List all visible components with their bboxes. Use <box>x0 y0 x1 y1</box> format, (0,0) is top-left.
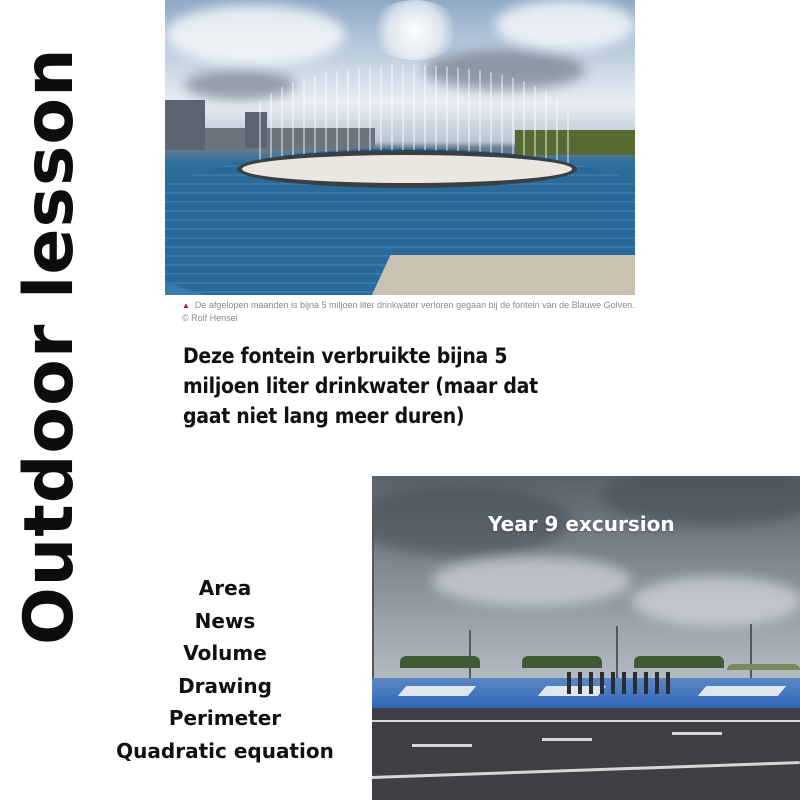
fountain-basin <box>237 150 577 188</box>
topic-item: News <box>194 608 256 633</box>
lane-marking <box>542 738 592 741</box>
topic-item: Volume <box>183 641 267 665</box>
side-title: Outdoor lesson <box>10 47 89 645</box>
lamp-post <box>616 626 618 678</box>
tree-line <box>634 656 724 668</box>
sun-glare <box>370 0 460 60</box>
plaza-stripe <box>698 686 786 696</box>
cloud <box>432 556 632 606</box>
caption-text: De afgelopen maanden is bijna 5 miljoen liter drinkwater verloren gegaan bij de fontein van de Blauwe Golven. © Rolf Hensel <box>182 300 635 323</box>
lamp-post <box>372 506 374 706</box>
cloud <box>632 576 800 626</box>
topic-item: Quadratic equation <box>116 738 334 763</box>
tree-line <box>400 656 480 668</box>
building <box>165 100 205 150</box>
tree-line <box>522 656 602 668</box>
lane-marking <box>372 720 800 722</box>
pavement <box>370 255 635 295</box>
fountain-photo <box>165 0 635 295</box>
excursion-label: Year 9 excursion <box>488 512 675 536</box>
cloud <box>165 5 345 65</box>
topic-item: Perimeter <box>168 706 282 730</box>
lane-marking <box>412 744 472 747</box>
excursion-photo <box>372 476 800 800</box>
topic-list <box>95 572 355 767</box>
topic-item: Area <box>198 576 252 600</box>
photo-caption <box>182 299 642 324</box>
article-headline: Deze fontein verbruikte bijna 5 miljoen liter drinkwater (maar dat gaat niet lang meer duren) <box>183 344 538 428</box>
plaza-stripe <box>398 686 476 696</box>
topic-item: Drawing <box>178 673 272 698</box>
lamp-post <box>469 630 471 678</box>
grass-strip <box>727 664 800 670</box>
caption-marker-icon: ▲ <box>182 301 190 310</box>
student-group <box>567 672 677 694</box>
cloud <box>495 0 635 50</box>
lane-marking <box>672 732 722 735</box>
